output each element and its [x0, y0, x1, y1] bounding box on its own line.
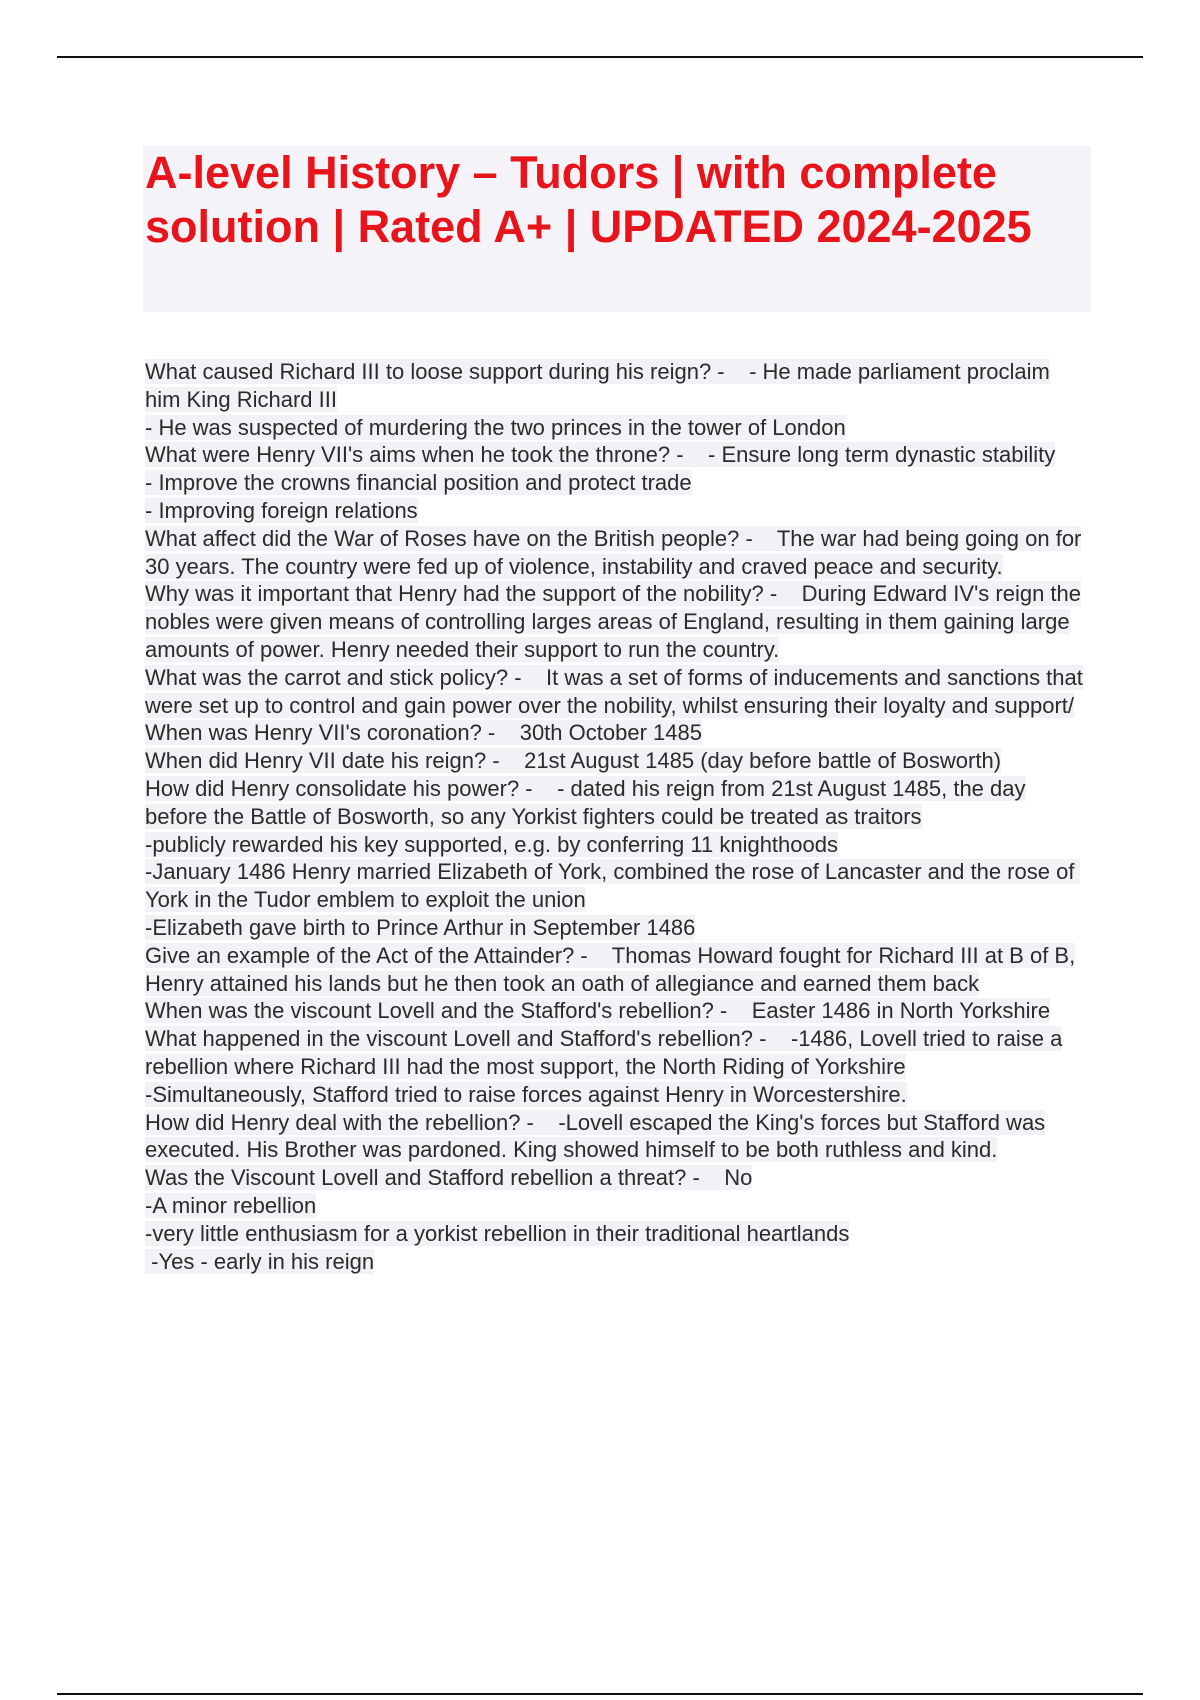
qa-first-line	[145, 775, 1090, 831]
answer-text: - He was suspected of murdering the two princes in the tower of London	[145, 414, 846, 440]
qa-first-line	[145, 580, 1090, 663]
answer-text: -January 1486 Henry married Elizabeth of York, combined the rose of Lancaster and the rose of York in the Tudor emblem to exploit the union	[145, 859, 1081, 913]
qa-separator	[700, 1165, 724, 1190]
qa-separator	[495, 720, 519, 745]
answer-text: -publicly rewarded his key supported, e.g. by conferring 11 knighthoods	[145, 831, 838, 857]
answer-text: -Yes - early in his reign	[145, 1248, 375, 1274]
qa-separator	[533, 776, 557, 801]
answer-text: - Ensure long term dynastic stability	[708, 442, 1056, 468]
answer-text: Easter 1486 in North Yorkshire	[751, 998, 1051, 1024]
qa-separator	[753, 526, 777, 551]
answer-text: It was a set of forms of inducements and sanctions that were set up to control and gain power over the nobility, whilst ensuring their loyalty and support/	[145, 664, 1083, 718]
qa-separator	[725, 359, 749, 384]
qa-item	[145, 580, 1090, 663]
answer-text: - Improve the crowns financial position and protect trade	[145, 470, 692, 496]
qa-first-line	[145, 1025, 1090, 1081]
answer-text: The war had being going on for 30 years. The country were fed up of violence, instability and craved peace and security.	[145, 525, 1082, 579]
question-text: How did Henry deal with the rebellion? -	[145, 1109, 534, 1135]
qa-first-line	[145, 441, 1090, 469]
question-text: Give an example of the Act of the Attainder? -	[145, 942, 588, 968]
question-text: What happened in the viscount Lovell and Stafford's rebellion? -	[145, 1026, 767, 1052]
answer-line	[145, 1248, 1090, 1276]
qa-first-line	[145, 1164, 1090, 1192]
answer-text: -Elizabeth gave birth to Prince Arthur in September 1486	[145, 914, 696, 940]
answer-text: -Simultaneously, Stafford tried to raise forces against Henry in Worcestershire.	[145, 1081, 907, 1107]
qa-first-line	[145, 525, 1090, 581]
question-text: What affect did the War of Roses have on the British people? -	[145, 525, 753, 551]
document-title: A-level History – Tudors | with complete solution | Rated A+ | UPDATED 2024-2025	[145, 147, 1032, 252]
answer-text: -Lovell escaped the King's forces but Stafford was executed. His Brother was pardoned. King showed himself to be both ruthless and kind.	[145, 1109, 1046, 1163]
qa-item	[145, 1164, 1090, 1275]
qa-item	[145, 1109, 1090, 1165]
qa-separator	[766, 1026, 790, 1051]
qa-separator	[522, 665, 546, 690]
answer-line	[145, 831, 1090, 859]
answer-text: -1486, Lovell tried to raise a rebellion where Richard III had the most support, the North Riding of Yorkshire	[145, 1026, 1063, 1079]
question-text: Why was it important that Henry had the support of the nobility? -	[145, 581, 778, 607]
qa-separator	[727, 998, 751, 1023]
qa-content	[145, 358, 1090, 1275]
qa-item	[145, 1025, 1090, 1108]
answer-line	[145, 1081, 1090, 1109]
bottom-rule	[57, 1693, 1143, 1695]
qa-item	[145, 997, 1090, 1025]
answer-text: Thomas Howard fought for Richard III at B of B, Henry attained his lands but he then took an oath of allegiance and earned them back	[145, 942, 1076, 996]
qa-first-line	[145, 358, 1090, 414]
qa-separator	[500, 748, 524, 773]
answer-text: No	[724, 1165, 753, 1191]
qa-first-line	[145, 997, 1090, 1025]
answer-line	[145, 914, 1090, 942]
question-text: How did Henry consolidate his power? -	[145, 775, 533, 801]
qa-separator	[777, 581, 801, 606]
qa-first-line	[145, 942, 1090, 998]
answer-text: -A minor rebellion	[145, 1192, 317, 1218]
qa-item	[145, 942, 1090, 998]
answer-line	[145, 497, 1090, 525]
answer-line	[145, 414, 1090, 442]
answer-text: 30th October 1485	[519, 720, 702, 746]
question-text: When did Henry VII date his reign? -	[145, 748, 500, 774]
qa-separator	[588, 943, 612, 968]
question-text: What caused Richard III to loose support during his reign? -	[145, 359, 725, 384]
answer-line	[145, 858, 1090, 914]
answer-text: 21st August 1485 (day before battle of Bosworth)	[524, 748, 1002, 774]
answer-line	[145, 1220, 1090, 1248]
qa-separator	[684, 442, 708, 467]
top-rule	[57, 56, 1143, 58]
qa-first-line	[145, 1109, 1090, 1165]
question-text: What was the carrot and stick policy? -	[145, 664, 522, 690]
qa-first-line	[145, 664, 1090, 720]
answer-text: - He made parliament proclaim him King Richard III	[145, 359, 1050, 412]
answer-line	[145, 469, 1090, 497]
qa-item	[145, 441, 1090, 524]
question-text: What were Henry VII's aims when he took the throne? -	[145, 442, 684, 468]
answer-text: - dated his reign from 21st August 1485, the day before the Battle of Bosworth, so any Yorkist fighters could be treated as traitors	[145, 775, 1026, 829]
question-text: When was the viscount Lovell and the Stafford's rebellion? -	[145, 998, 728, 1024]
answer-text: -very little enthusiasm for a yorkist rebellion in their traditional heartlands	[145, 1220, 850, 1246]
qa-item	[145, 664, 1090, 720]
qa-item	[145, 358, 1090, 441]
qa-item	[145, 719, 1090, 747]
answer-text: During Edward IV's reign the nobles were given means of controlling larges areas of England, resulting in them gaining large amounts of power. Henry needed their support to run the country.	[145, 581, 1081, 662]
answer-text: - Improving foreign relations	[145, 497, 418, 523]
qa-item	[145, 747, 1090, 775]
question-text: When was Henry VII's coronation? -	[145, 720, 496, 746]
answer-line	[145, 1192, 1090, 1220]
qa-item	[145, 525, 1090, 581]
qa-first-line	[145, 719, 1090, 747]
qa-separator	[534, 1110, 558, 1135]
qa-item	[145, 775, 1090, 942]
qa-first-line	[145, 747, 1090, 775]
question-text: Was the Viscount Lovell and Stafford rebellion a threat? -	[145, 1165, 700, 1191]
title-block	[143, 146, 1091, 312]
